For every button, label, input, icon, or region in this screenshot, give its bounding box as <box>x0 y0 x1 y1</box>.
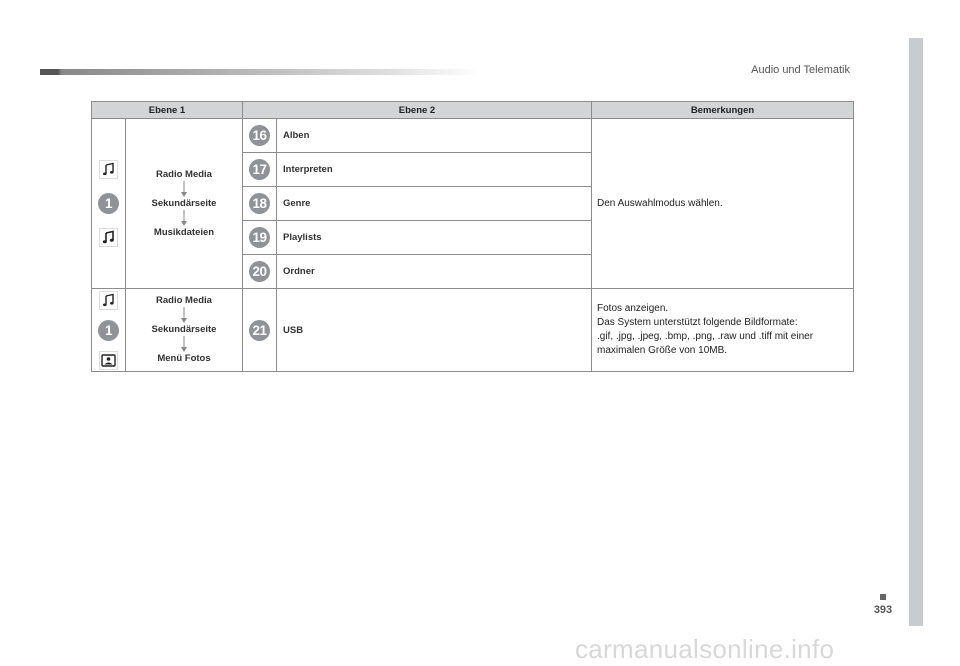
page-marker <box>880 594 886 600</box>
header-gradient-bar <box>40 69 480 75</box>
level1-flow-cell <box>126 289 243 372</box>
flow-step: Radio Media <box>156 295 212 306</box>
level1-flow-cell <box>126 119 243 289</box>
flow-step: Musikdateien <box>153 226 215 238</box>
music-note-icon <box>99 160 118 179</box>
page-number: 393 <box>873 604 893 616</box>
level2-label: Playlists <box>277 221 592 255</box>
remark-line: Fotos anzeigen. <box>597 303 669 314</box>
table-row <box>92 289 854 372</box>
watermark: carmanualsonline.info <box>575 634 835 664</box>
step-badge: 21 <box>249 320 270 341</box>
music-note-icon <box>99 228 118 247</box>
table-header-row <box>92 102 854 119</box>
level2-label: Interpreten <box>277 153 592 187</box>
arrow-down-icon <box>180 307 188 324</box>
menu-levels-table <box>91 101 854 372</box>
level2-label: USB <box>277 289 592 372</box>
level2-label: Ordner <box>277 255 592 289</box>
header-level2: Ebene 2 <box>243 102 592 119</box>
step-badge: 1 <box>98 193 119 214</box>
step-badge: 1 <box>98 320 119 341</box>
level1-icons-cell <box>92 289 126 372</box>
remark-cell <box>592 289 854 372</box>
arrow-down-icon <box>180 210 188 227</box>
flow-step: Radio Media <box>156 168 212 180</box>
header-level1: Ebene 1 <box>92 102 243 119</box>
music-note-icon <box>99 291 118 310</box>
level1-icons-cell <box>92 119 126 289</box>
remark-line: maximalen Größe von 10MB. <box>597 345 728 356</box>
table-row <box>92 119 854 153</box>
flow-step: Sekundärseite <box>151 197 217 209</box>
photo-icon <box>99 351 118 370</box>
level2-label: Genre <box>277 187 592 221</box>
section-title: Audio und Telematik <box>751 64 850 76</box>
remark-line: .gif, .jpg, .jpeg, .bmp, .png, .raw und .tiff mit einer <box>597 331 814 342</box>
step-badge: 18 <box>249 193 270 214</box>
header-remarks: Bemerkungen <box>592 102 854 119</box>
step-badge: 17 <box>249 159 270 180</box>
remark-line: Das System unterstützt folgende Bildformate: <box>597 317 798 328</box>
flow-step: Menü Fotos <box>157 353 211 364</box>
remark-cell: Den Auswahlmodus wählen. <box>592 119 854 289</box>
step-badge: 16 <box>249 125 270 146</box>
arrow-down-icon <box>180 181 188 198</box>
step-badge: 20 <box>249 261 270 282</box>
level2-label: Alben <box>277 119 592 153</box>
arrow-down-icon <box>180 336 188 353</box>
flow-step: Sekundärseite <box>151 324 217 335</box>
step-badge: 19 <box>249 227 270 248</box>
page-edge-tab <box>909 38 923 626</box>
